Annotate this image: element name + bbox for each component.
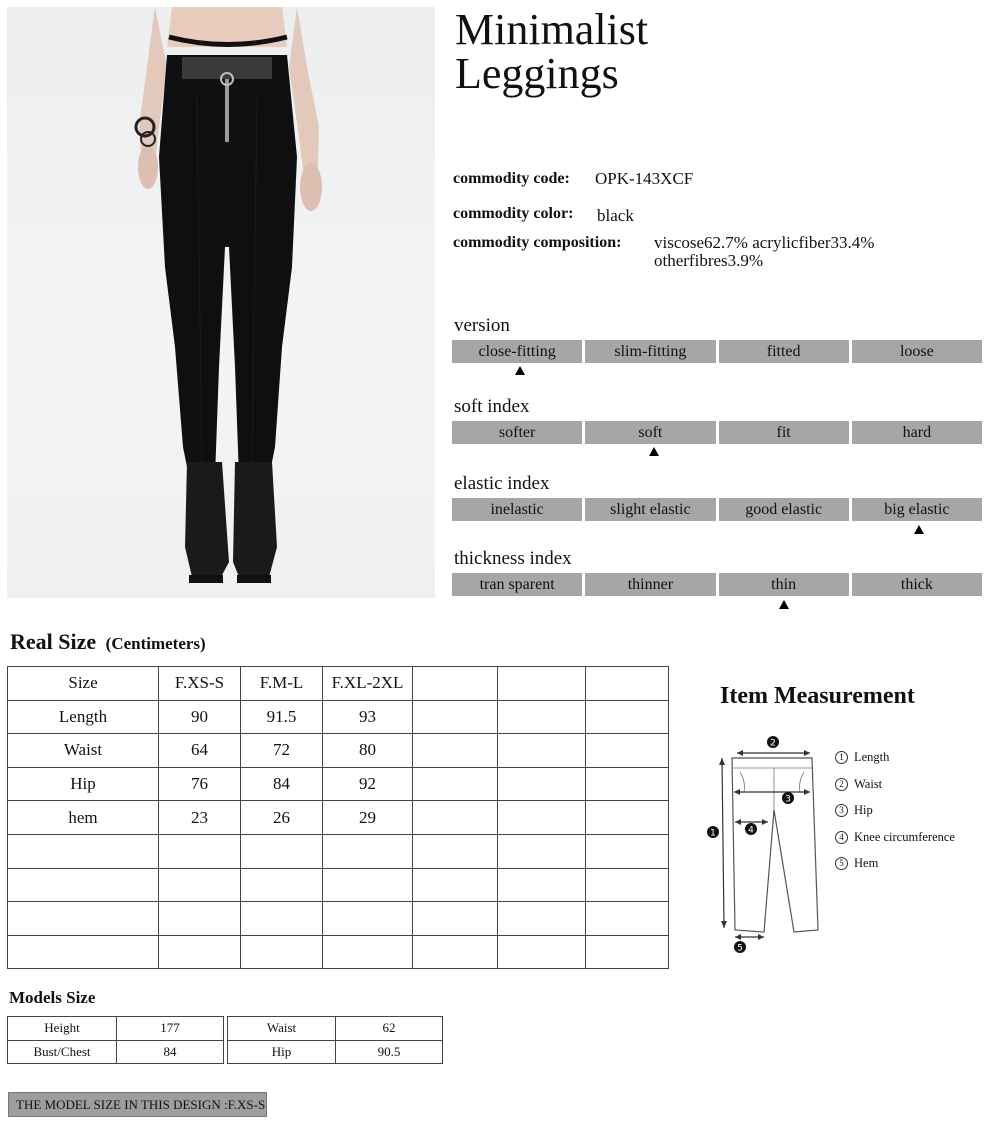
composition-value bbox=[654, 234, 874, 270]
table-cell: 29 bbox=[323, 801, 413, 835]
table-cell: 93 bbox=[323, 700, 413, 734]
legend-number: 2 bbox=[835, 778, 848, 791]
real-size-unit: (Centimeters) bbox=[105, 634, 206, 653]
models-size-table-left bbox=[7, 1016, 224, 1064]
legend-item bbox=[835, 777, 955, 804]
svg-text:2: 2 bbox=[770, 738, 776, 749]
legend-label: Knee circumference bbox=[854, 829, 955, 844]
real-size-heading: Real Size bbox=[10, 629, 97, 654]
legend-number: 1 bbox=[835, 751, 848, 764]
table-cell: 23 bbox=[159, 801, 241, 835]
table-cell bbox=[586, 868, 669, 902]
table-cell bbox=[498, 902, 586, 936]
version-option: slim-fitting bbox=[585, 340, 715, 363]
elastic-index-option: big elastic bbox=[852, 498, 982, 521]
table-cell bbox=[241, 834, 323, 868]
soft-index-marker bbox=[649, 447, 659, 456]
elastic-index-marker bbox=[914, 525, 924, 534]
table-cell bbox=[586, 667, 669, 701]
table-cell: Size bbox=[8, 667, 159, 701]
table-cell bbox=[413, 767, 498, 801]
product-photo bbox=[7, 7, 435, 598]
table-cell bbox=[159, 935, 241, 969]
elastic-index-option: good elastic bbox=[719, 498, 849, 521]
real-size-table bbox=[7, 666, 669, 969]
thickness-index-option: thick bbox=[852, 573, 982, 596]
version-marker bbox=[515, 366, 525, 375]
table-cell: Hip bbox=[228, 1040, 336, 1064]
real-size-title bbox=[10, 629, 206, 655]
table-row bbox=[8, 868, 669, 902]
table-row bbox=[8, 734, 669, 768]
table-cell bbox=[323, 834, 413, 868]
version-label: version bbox=[454, 315, 510, 336]
table-cell bbox=[498, 834, 586, 868]
version-option: fitted bbox=[719, 340, 849, 363]
legend-item bbox=[835, 803, 955, 830]
thickness-index-option: thinner bbox=[585, 573, 715, 596]
table-cell: Waist bbox=[228, 1017, 336, 1041]
legend-label: Waist bbox=[854, 776, 883, 791]
table-cell bbox=[241, 935, 323, 969]
table-cell: 84 bbox=[117, 1040, 224, 1064]
elastic-index-bar bbox=[452, 498, 982, 521]
composition-label: commodity composition: bbox=[453, 234, 622, 251]
version-option: close-fitting bbox=[452, 340, 582, 363]
table-cell bbox=[159, 902, 241, 936]
table-cell bbox=[8, 834, 159, 868]
table-cell bbox=[586, 834, 669, 868]
table-row bbox=[8, 902, 669, 936]
table-cell: 177 bbox=[117, 1017, 224, 1041]
table-cell: 80 bbox=[323, 734, 413, 768]
table-row bbox=[8, 667, 669, 701]
elastic-index-option: slight elastic bbox=[585, 498, 715, 521]
title-line-1: Minimalist bbox=[455, 5, 649, 54]
table-row bbox=[8, 1040, 224, 1064]
table-cell: 84 bbox=[241, 767, 323, 801]
table-cell bbox=[586, 935, 669, 969]
table-row bbox=[8, 700, 669, 734]
table-row bbox=[228, 1040, 443, 1064]
thickness-index-option: tran sparent bbox=[452, 573, 582, 596]
table-cell: 76 bbox=[159, 767, 241, 801]
table-cell: 64 bbox=[159, 734, 241, 768]
svg-text:1: 1 bbox=[710, 828, 716, 839]
table-cell bbox=[586, 700, 669, 734]
table-cell: 72 bbox=[241, 734, 323, 768]
table-cell bbox=[8, 935, 159, 969]
table-cell bbox=[586, 902, 669, 936]
table-cell: F.XL-2XL bbox=[323, 667, 413, 701]
soft-index-option: soft bbox=[585, 421, 715, 444]
table-cell bbox=[586, 801, 669, 835]
title-line-2: Leggings bbox=[455, 49, 619, 98]
table-row bbox=[8, 767, 669, 801]
table-row bbox=[228, 1017, 443, 1041]
item-measurement-title: Item Measurement bbox=[720, 683, 915, 709]
table-cell bbox=[413, 935, 498, 969]
composition-line-2: otherfibres3.9% bbox=[654, 251, 764, 270]
legend-label: Length bbox=[854, 750, 890, 764]
table-cell bbox=[498, 935, 586, 969]
elastic-index-option: inelastic bbox=[452, 498, 582, 521]
table-cell bbox=[413, 734, 498, 768]
table-cell: 26 bbox=[241, 801, 323, 835]
table-cell bbox=[159, 868, 241, 902]
table-cell bbox=[241, 902, 323, 936]
table-cell: Height bbox=[8, 1017, 117, 1041]
code-label: commodity code: bbox=[453, 170, 570, 187]
soft-index-option: hard bbox=[852, 421, 982, 444]
thickness-index-bar bbox=[452, 573, 982, 596]
table-row bbox=[8, 834, 669, 868]
legend-number: 4 bbox=[835, 831, 848, 844]
soft-index-option: fit bbox=[719, 421, 849, 444]
table-cell bbox=[413, 902, 498, 936]
models-size-table-right bbox=[227, 1016, 443, 1064]
table-cell bbox=[323, 935, 413, 969]
thickness-index-option: thin bbox=[719, 573, 849, 596]
code-value: OPK-143XCF bbox=[595, 169, 694, 188]
svg-text:5: 5 bbox=[737, 943, 743, 954]
table-cell: Length bbox=[8, 700, 159, 734]
color-value: black bbox=[597, 206, 634, 225]
legend-number: 5 bbox=[835, 857, 848, 870]
table-cell: 90.5 bbox=[336, 1040, 443, 1064]
soft-index-option: softer bbox=[452, 421, 582, 444]
table-cell bbox=[498, 734, 586, 768]
table-cell bbox=[323, 902, 413, 936]
table-cell bbox=[413, 700, 498, 734]
legend-item bbox=[835, 750, 955, 777]
table-cell bbox=[413, 834, 498, 868]
measurement-legend bbox=[835, 750, 955, 883]
table-cell: Waist bbox=[8, 734, 159, 768]
version-option: loose bbox=[852, 340, 982, 363]
legend-item bbox=[835, 830, 955, 857]
table-row bbox=[8, 1017, 224, 1041]
table-cell bbox=[498, 700, 586, 734]
svg-text:3: 3 bbox=[785, 794, 791, 805]
models-size-title: Models Size bbox=[9, 988, 96, 1007]
table-cell bbox=[413, 801, 498, 835]
table-cell bbox=[159, 834, 241, 868]
legend-item bbox=[835, 856, 955, 883]
table-cell bbox=[8, 868, 159, 902]
soft-index-bar bbox=[452, 421, 982, 444]
legend-label: Hip bbox=[854, 803, 873, 817]
table-cell: F.M-L bbox=[241, 667, 323, 701]
color-label: commodity color: bbox=[453, 205, 574, 222]
product-title bbox=[455, 5, 785, 98]
table-cell bbox=[241, 868, 323, 902]
table-cell bbox=[498, 667, 586, 701]
version-bar bbox=[452, 340, 982, 363]
table-cell: hem bbox=[8, 801, 159, 835]
table-cell: 90 bbox=[159, 700, 241, 734]
table-row bbox=[8, 801, 669, 835]
svg-text:4: 4 bbox=[748, 825, 754, 836]
table-cell bbox=[586, 767, 669, 801]
legend-label: Hem bbox=[854, 856, 879, 870]
table-cell bbox=[498, 801, 586, 835]
thickness-index-label: thickness index bbox=[454, 548, 572, 569]
legend-number: 3 bbox=[835, 804, 848, 817]
table-cell: 62 bbox=[336, 1017, 443, 1041]
soft-index-label: soft index bbox=[454, 396, 530, 417]
table-cell: Bust/Chest bbox=[8, 1040, 117, 1064]
table-cell bbox=[498, 767, 586, 801]
table-cell bbox=[8, 902, 159, 936]
table-cell: 91.5 bbox=[241, 700, 323, 734]
table-cell bbox=[498, 868, 586, 902]
model-size-note: THE MODEL SIZE IN THIS DESIGN :F.XS-S bbox=[8, 1092, 267, 1117]
pants-diagram bbox=[702, 730, 832, 960]
table-cell: Hip bbox=[8, 767, 159, 801]
elastic-index-label: elastic index bbox=[454, 473, 550, 494]
table-cell bbox=[413, 667, 498, 701]
thickness-index-marker bbox=[779, 600, 789, 609]
table-cell: F.XS-S bbox=[159, 667, 241, 701]
table-cell bbox=[413, 868, 498, 902]
table-cell: 92 bbox=[323, 767, 413, 801]
table-cell bbox=[323, 868, 413, 902]
composition-line-1: viscose62.7% acrylicfiber33.4% bbox=[654, 233, 875, 252]
table-row bbox=[8, 935, 669, 969]
table-cell bbox=[586, 734, 669, 768]
